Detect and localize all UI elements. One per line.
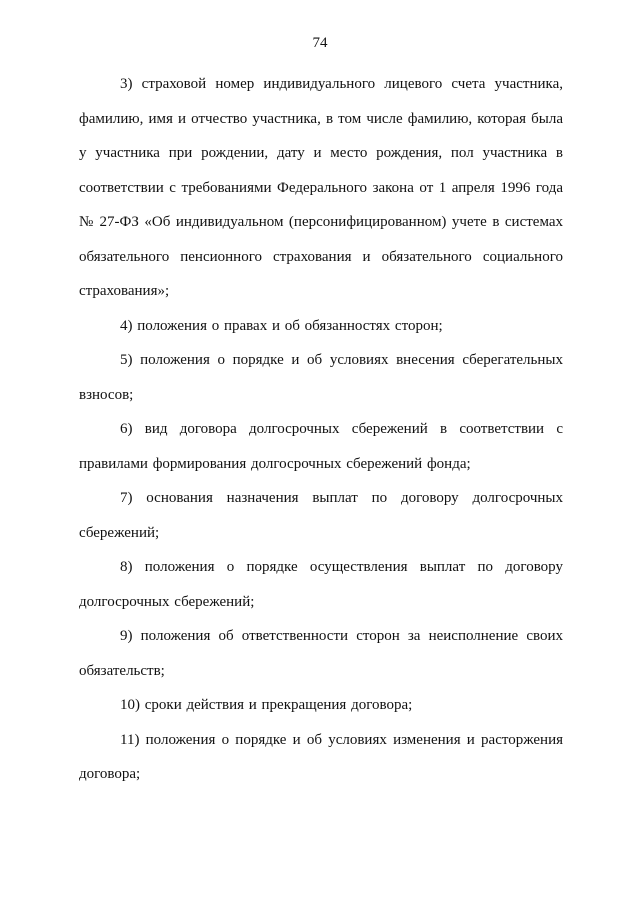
clause-9: 9) положения об ответственности сторон за неисполнение своих обязательств; (79, 628, 563, 679)
clause-6: 6) вид договора долгосрочных сбережений в соответствии с правилами формирования долгосрочных сбережений фонда; (79, 421, 563, 472)
clause-10: 10) сроки действия и прекращения договора; (120, 697, 413, 713)
clause-7: 7) основания назначения выплат по договору долгосрочных сбережений; (79, 490, 563, 541)
clause-4: 4) положения о правах и об обязанностях сторон; (120, 317, 443, 334)
page-number: 74 (312, 35, 328, 51)
clause-8: 8) положения о порядке осуществления выплат по договору долгосрочных сбережений; (79, 559, 563, 610)
clause-5: 5) положения о порядке и об условиях внесения сберегательных взносов; (79, 352, 563, 403)
clause-3: 3) страховой номер индивидуального лицевого счета участника, фамилию, имя и отчество участника, в том числе фамилию, которая была у участника при рождении, дату и место рождения, пол участника в соответствии с требованиями Федерального закона от 1 апреля 1996 года № 27-ФЗ «Об индивидуальном (персонифицированном) учете в системах обязательного пенсионного страхования и обязательного социального страхования»; (79, 76, 563, 299)
clause-11: 11) положения о порядке и об условиях изменения и расторжения договора; (79, 731, 563, 782)
document-body (79, 67, 563, 792)
